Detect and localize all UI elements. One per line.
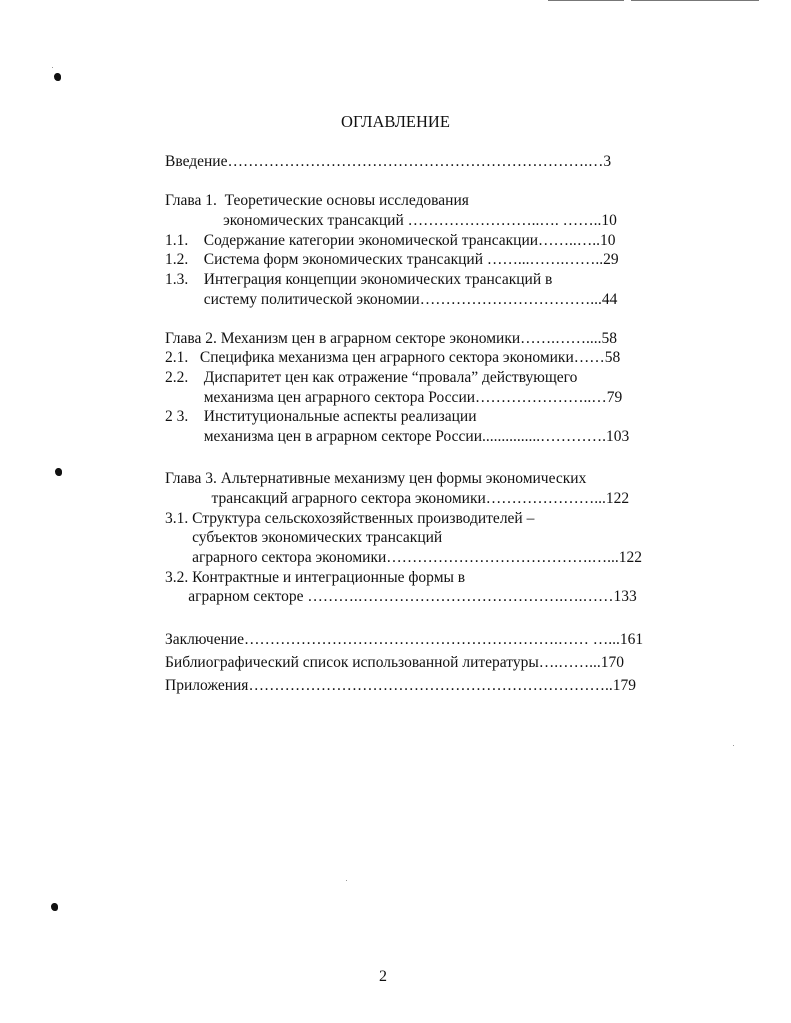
toc-line: 1.1. Содержание категории экономической трансакции……..…..10 <box>165 232 616 249</box>
toc-line: систему политической экономии……………………………...44 <box>165 291 618 308</box>
page-number: 2 <box>379 968 387 985</box>
toc-line: Глава 3. Альтернативные механизму цен формы экономических <box>165 470 587 487</box>
toc-line: трансакций аграрного сектора экономики…………………...122 <box>165 490 630 507</box>
scan-speck <box>346 880 347 881</box>
toc-line: механизма цен в аграрном секторе России...............………….103 <box>165 428 630 445</box>
toc-line: Заключение…………………………………………………….…… …...161 <box>165 631 644 648</box>
toc-line: 2.2. Диспаритет цен как отражение “провала” действующего <box>165 369 578 386</box>
toc-line: аграрном секторе ……….………………………………….….……133 <box>165 588 637 605</box>
toc-line: 3.1. Структура сельскохозяйственных производителей – <box>165 510 535 527</box>
toc-line: Глава 2. Механизм цен в аграрном секторе экономики…….……....58 <box>165 330 618 347</box>
toc-line: механизма цен аграрного сектора России…………………..…79 <box>165 389 623 406</box>
scan-speck <box>733 745 734 746</box>
scan-mark <box>55 468 62 476</box>
toc-line: 2.1. Специфика механизма цен аграрного сектора экономики……58 <box>165 349 621 366</box>
toc-line: 2 3. Институциональные аспекты реализации <box>165 408 477 425</box>
toc-line: 1.3. Интеграция концепции экономических трансакций в <box>165 271 553 288</box>
top-rule-right <box>631 0 759 1</box>
toc-title: ОГЛАВЛЕНИЕ <box>341 112 450 131</box>
toc-line: 1.2. Система форм экономических трансакций ……...…….……..29 <box>165 251 619 268</box>
toc-line: Глава 1. Теоретические основы исследования <box>165 192 469 209</box>
toc-line: субъектов экономических трансакций <box>165 529 443 546</box>
scan-mark <box>51 903 58 911</box>
top-rule-left <box>548 0 624 1</box>
toc-line: экономических трансакций ……………………..…. ……..10 <box>165 212 617 229</box>
scan-mark <box>54 73 61 81</box>
toc-line: аграрного сектора экономики………………………………….…...122 <box>165 549 643 566</box>
scan-speck <box>52 67 53 68</box>
toc-line: Приложения……………………………………………………………..179 <box>165 677 636 694</box>
toc-line: Библиографический список использованной литературы….……...170 <box>165 654 624 671</box>
toc-line: 3.2. Контрактные и интеграционные формы в <box>165 569 466 586</box>
toc-line: Введение…………………………………………………………….…3 <box>165 153 612 170</box>
